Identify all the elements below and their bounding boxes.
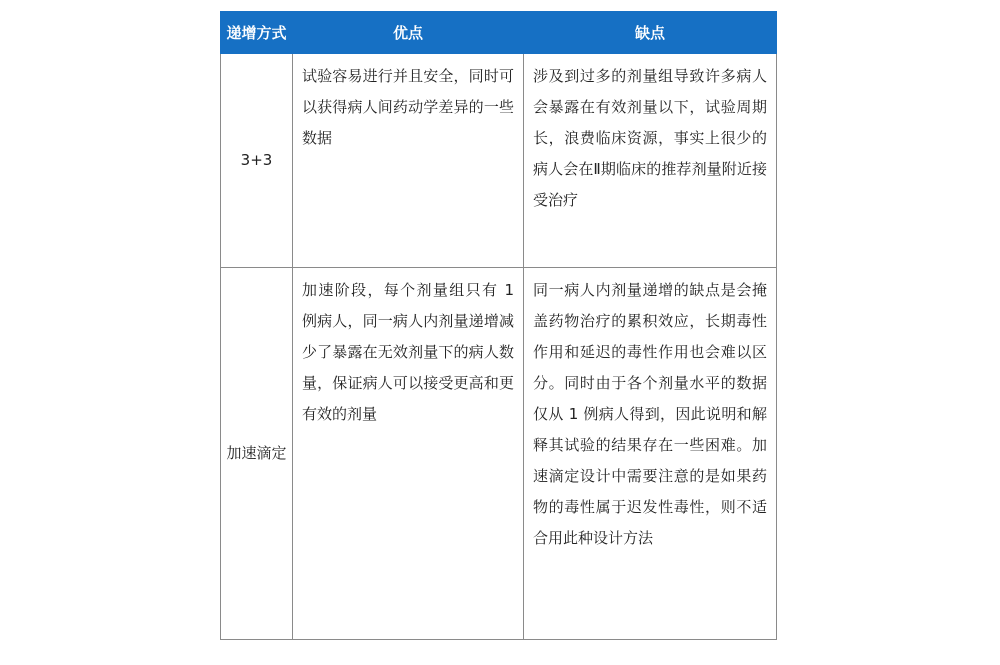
header-row (221, 12, 777, 54)
method-cell: 3+3 (221, 54, 293, 268)
table-row (221, 54, 777, 268)
table-row (221, 268, 777, 640)
cons-text: 涉及到过多的剂量组导致许多病人会暴露在有效剂量以下，试验周期长，浪费临床资源，事实上很少的病人会在Ⅱ期临床的推荐剂量附近接受治疗 (533, 67, 767, 209)
header-pros: 优点 (293, 12, 524, 54)
pros-cell (293, 54, 524, 268)
header-method: 递增方式 (221, 12, 293, 54)
comparison-table (220, 11, 777, 640)
cons-cell (524, 54, 777, 268)
pros-text: 加速阶段，每个剂量组只有 1 例病人，同一病人内剂量递增减少了暴露在无效剂量下的病人数量，保证病人可以接受更高和更有效的剂量 (302, 281, 514, 423)
pros-text: 试验容易进行并且安全，同时可以获得病人间药动学差异的一些数据 (302, 67, 514, 147)
method-cell: 加速滴定 (221, 268, 293, 640)
pros-cell (293, 268, 524, 640)
header-cons: 缺点 (524, 12, 777, 54)
cons-text: 同一病人内剂量递增的缺点是会掩盖药物治疗的累积效应，长期毒性作用和延迟的毒性作用也会难以区分。同时由于各个剂量水平的数据仅从 1 例病人得到，因此说明和解释其试验的结果存在一些困难。加速滴定设计中需要注意的是如果药物的毒性属于迟发性毒性，则不适合用此种设计方法 (533, 281, 767, 547)
cons-cell (524, 268, 777, 640)
